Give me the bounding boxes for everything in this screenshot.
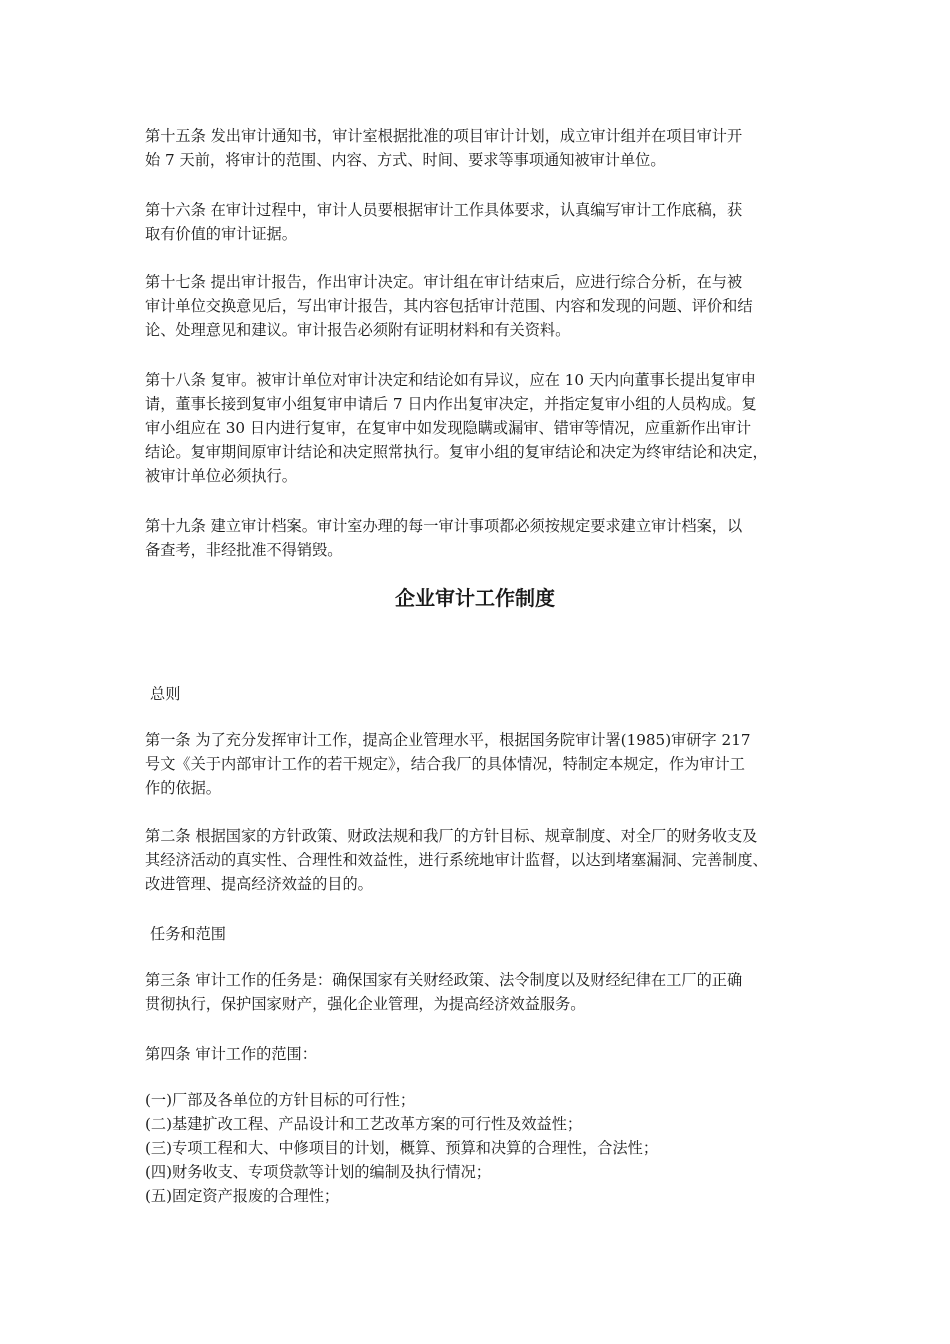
section-heading-general: 总则 <box>150 685 181 703</box>
text-line: 第十七条 提出审计报告，作出审计决定。审计组在审计结束后，应进行综合分析，在与被 <box>145 273 743 291</box>
list-item: (四)财务收支、专项贷款等计划的编制及执行情况； <box>145 1163 491 1181</box>
text-line: 始 7 天前，将审计的范围、内容、方式、时间、要求等事项通知被审计单位。 <box>145 151 666 169</box>
article-16 <box>145 198 817 246</box>
text-line: 改进管理、提高经济效益的目的。 <box>145 875 373 893</box>
text-line: 第十九条 建立审计档案。审计室办理的每一审计事项都必须按规定要求建立审计档案，以 <box>145 517 743 535</box>
list-item: (五)固定资产报废的合理性； <box>145 1187 340 1205</box>
article-3 <box>145 968 817 1016</box>
list-item: (一)厂部及各单位的方针目标的可行性； <box>145 1091 416 1109</box>
text-line: 取有价值的审计证据。 <box>145 225 297 243</box>
text-line: 其经济活动的真实性、合理性和效益性，进行系统地审计监督，以达到堵塞漏洞、完善制度、 <box>145 851 768 869</box>
article-15 <box>145 124 817 172</box>
text-line: 第十六条 在审计过程中，审计人员要根据审计工作具体要求，认真编写审计工作底稿，获 <box>145 201 743 219</box>
text-line: 审计单位交换意见后，写出审计报告，其内容包括审计范围、内容和发现的问题、评价和结 <box>145 297 753 315</box>
section-heading-tasks: 任务和范围 <box>150 925 226 943</box>
text-line: 请，董事长接到复审小组复审申请后 7 日内作出复审决定，并指定复审小组的人员构成。复 <box>145 395 757 413</box>
text-line: 第二条 根据国家的方针政策、财政法规和我厂的方针目标、规章制度、对全厂的财务收支及 <box>145 827 758 845</box>
article-1 <box>145 728 817 800</box>
document-title: 企业审计工作制度 <box>395 586 555 610</box>
text-line: 作的依据。 <box>145 779 221 797</box>
text-line: 被审计单位必须执行。 <box>145 467 297 485</box>
text-line: 第十五条 发出审计通知书，审计室根据批准的项目审计计划，成立审计组并在项目审计开 <box>145 127 743 145</box>
article-17 <box>145 270 817 342</box>
text-line: 号文《关于内部审计工作的若干规定》，结合我厂的具体情况，特制定本规定，作为审计工 <box>145 755 745 773</box>
article-19 <box>145 514 817 562</box>
text-line: 论、处理意见和建议。审计报告必须附有证明材料和有关资料。 <box>145 321 571 339</box>
text-line: 贯彻执行，保护国家财产，强化企业管理，为提高经济效益服务。 <box>145 995 586 1013</box>
text-line: 第十八条 复审。被审计单位对审计决定和结论如有异议，应在 10 天内向董事长提出复审申 <box>145 371 756 389</box>
scope-list <box>145 1088 817 1208</box>
list-item: (二)基建扩改工程、产品设计和工艺改革方案的可行性及效益性； <box>145 1115 583 1133</box>
text-line: 备查考，非经批准不得销毁。 <box>145 541 343 559</box>
article-4 <box>145 1042 817 1066</box>
text-line: 第三条 审计工作的任务是：确保国家有关财经政策、法令制度以及财经纪律在工厂的正确 <box>145 971 743 989</box>
list-item: (三)专项工程和大、中修项目的计划，概算、预算和决算的合理性，合法性； <box>145 1139 659 1157</box>
text-line: 结论。复审期间原审计结论和决定照常执行。复审小组的复审结论和决定为终审结论和决定， <box>145 443 768 461</box>
article-2 <box>145 824 817 896</box>
article-18 <box>145 368 817 488</box>
text-line: 第一条 为了充分发挥审计工作，提高企业管理水平，根据国务院审计署(1985)审研字 217 <box>145 731 751 749</box>
text-line: 审小组应在 30 日内进行复审，在复审中如发现隐瞒或漏审、错审等情况，应重新作出审计 <box>145 419 752 437</box>
text-line: 第四条 审计工作的范围： <box>145 1045 317 1063</box>
